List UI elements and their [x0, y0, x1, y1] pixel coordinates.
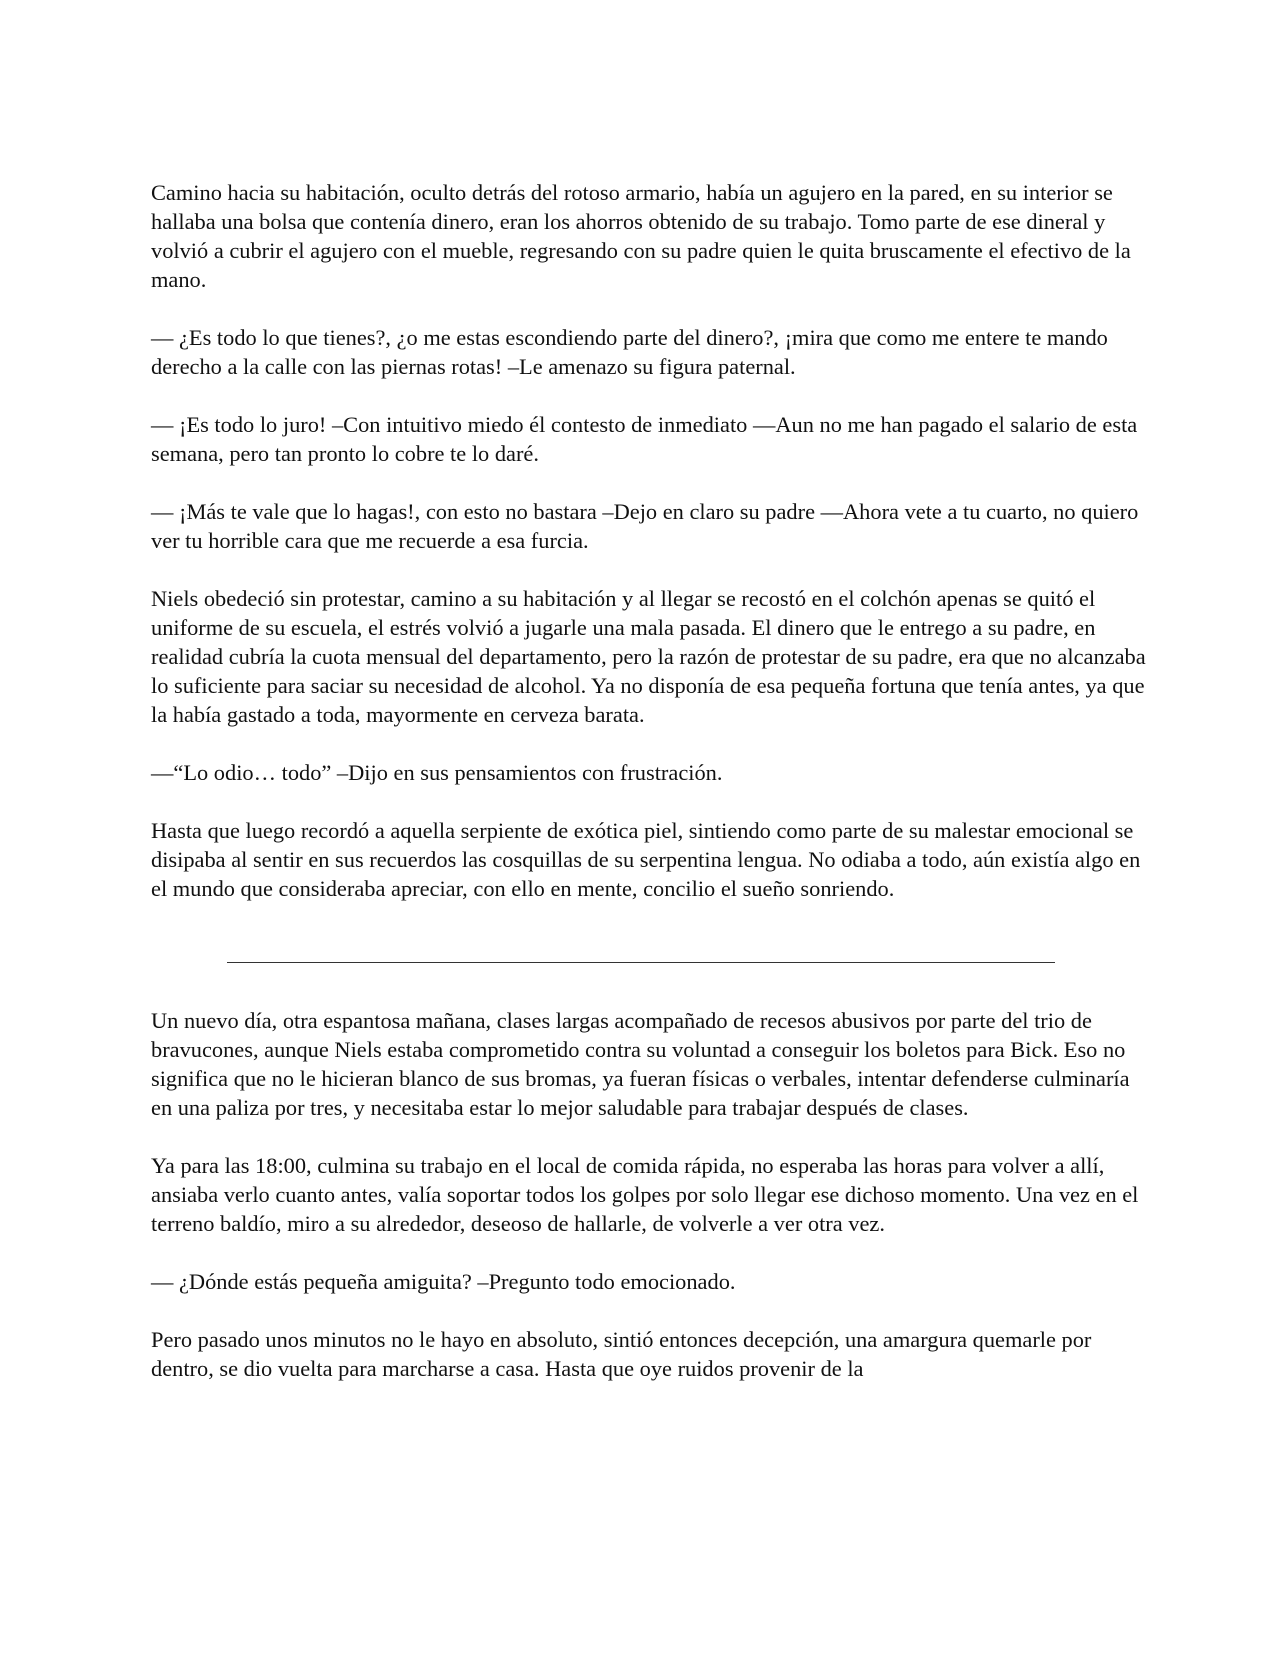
paragraph: Pero pasado unos minutos no le hayo en absoluto, sintió entonces decepción, una amargura quemarle por dentro, se dio vuelta para marcharse a casa. Hasta que oye ruidos provenir de la [151, 1327, 1092, 1381]
document-page [151, 178, 1151, 1383]
paragraph: Camino hacia su habitación, oculto detrás del rotoso armario, había un agujero en la pared, en su interior se hallaba una bolsa que contenía dinero, eran los ahorros obtenido de su trabajo. Tomo parte de ese dineral y volvió a cubrir el agujero con el mueble, regresando con su padre quien le quita bruscamente el efectivo de la mano. [151, 180, 1131, 292]
dialogue-paragraph: — ¿Dónde estás pequeña amiguita? –Pregunto todo emocionado. [151, 1269, 736, 1294]
dialogue-paragraph: — ¿Es todo lo que tienes?, ¿o me estas escondiendo parte del dinero?, ¡mira que como me entere te mando derecho a la calle con las piernas rotas! –Le amenazo su figura paternal. [151, 325, 1108, 379]
paragraph: Un nuevo día, otra espantosa mañana, clases largas acompañado de recesos abusivos por parte del trio de bravucones, aunque Niels estaba comprometido contra su voluntad a conseguir los boletos para Bick. Eso no significa que no le hicieran blanco de sus bromas, ya fueran físicas o verbales, intentar defenderse culminaría en una paliza por tres, y necesitaba estar lo mejor saludable para trabajar después de clases. [151, 1008, 1130, 1120]
section-divider [227, 962, 1055, 963]
dialogue-paragraph: —“Lo odio… todo” –Dijo en sus pensamientos con frustración. [151, 760, 723, 785]
dialogue-paragraph: — ¡Más te vale que lo hagas!, con esto no bastara –Dejo en claro su padre —Ahora vete a tu cuarto, no quiero ver tu horrible cara que me recuerde a esa furcia. [151, 499, 1139, 553]
paragraph: Hasta que luego recordó a aquella serpiente de exótica piel, sintiendo como parte de su malestar emocional se disipaba al sentir en sus recuerdos las cosquillas de su serpentina lengua. No odiaba a todo, aún existía algo en el mundo que consideraba apreciar, con ello en mente, concilio el sueño sonriendo. [151, 818, 1141, 901]
dialogue-paragraph: — ¡Es todo lo juro! –Con intuitivo miedo él contesto de inmediato —Aun no me han pagado el salario de esta semana, pero tan pronto lo cobre te lo daré. [151, 412, 1138, 466]
paragraph: Ya para las 18:00, culmina su trabajo en el local de comida rápida, no esperaba las horas para volver a allí, ansiaba verlo cuanto antes, valía soportar todos los golpes por solo llegar ese dichoso momento. Una vez en el terreno baldío, miro a su alrededor, deseoso de hallarle, de volverle a ver otra vez. [151, 1153, 1139, 1236]
paragraph: Niels obedeció sin protestar, camino a su habitación y al llegar se recostó en el colchón apenas se quitó el uniforme de su escuela, el estrés volvió a jugarle una mala pasada. El dinero que le entrego a su padre, en realidad cubría la cuota mensual del departamento, pero la razón de protestar de su padre, era que no alcanzaba lo suficiente para saciar su necesidad de alcohol. Ya no disponía de esa pequeña fortuna que tenía antes, ya que la había gastado a toda, mayormente en cerveza barata. [151, 586, 1146, 727]
